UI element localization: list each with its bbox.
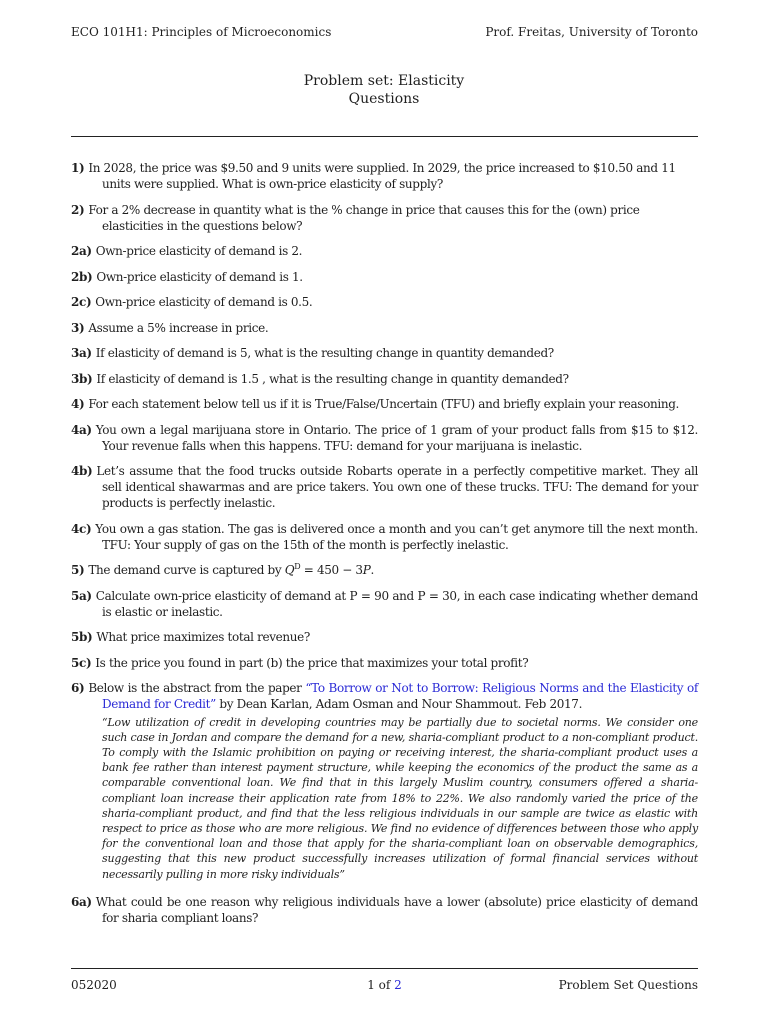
question-4a: 4a) You own a legal marijuana store in Ontario. The price of 1 gram of your product falls from $15 to $12. Your revenue falls when this happens. TFU: demand for your marijuana is inelastic. (71, 422, 698, 453)
question-4: 4) For each statement below tell us if it is True/False/Uncertain (TFU) and briefly explain your reasoning. (71, 397, 680, 411)
question-4b: 4b) Let’s assume that the food trucks outside Robarts operate in a perfectly competitive market. They all sell identical shawarmas and are price takers. You own one of these trucks. TFU: The demand for your products is perfectly inelastic. (71, 464, 698, 510)
instructor: Prof. Freitas, University of Toronto (485, 25, 698, 39)
question-4c: 4c) You own a gas station. The gas is delivered once a month and you can’t get anymore till the next month. TFU: Your supply of gas on the 15th of the month is perfectly inelastic. (71, 521, 698, 552)
question-6: 6) Below is the abstract from the paper “To Borrow or Not to Borrow: Religious Norms and the Elasticity of Demand for Credit” by Dean Karlan, Adam Osman and Nour Shammout. Feb 2017. (71, 681, 698, 711)
question-1: 1) In 2028, the price was $9.50 and 9 units were supplied. In 2029, the price increased to $10.50 and 11 units were supplied. What is own-price elasticity of supply? (71, 161, 676, 191)
question-2a: 2a) Own-price elasticity of demand is 2. (71, 244, 303, 258)
question-5: 5) The demand curve is captured by $Q^D = 450 - 3P$. (71, 562, 374, 577)
questions-list (71, 160, 698, 935)
question-2b: 2b) Own-price elasticity of demand is 1. (71, 269, 303, 284)
question-3: 3) Assume a 5% increase in price. (71, 320, 269, 335)
question-5a: 5a) Calculate own-price elasticity of demand at P = 90 and P = 30, in each case indicating whether demand is elastic or inelastic. (71, 588, 698, 619)
paper-abstract: “Low utilization of credit in developing countries may be partially due to societal norms. We consider one such case in Jordan and compare the demand for a new, sharia-compliant product to a non-compliant product. To comply with the Islamic prohibition on paying or receiving interest, the sharia-compliant product uses a bank fee rather than interest payment structure, while keeping the economics of the product the same as a comparable conventional loan. We find that in this largely Muslim country, consumers offered a sharia-compliant loan increase their application rate from 18% to 22%. We also randomly varied the price of the sharia-compliant product, and find that the less religious individuals in our sample are twice as elastic with respect to price as those who are more religious. We find no evidence of differences between those who apply for the conventional loan and those that apply for the sharia-compliant loan on observable demographics, suggesting that this new product successfully increases utilization of formal financial services without necessarily pulling in more risky individuals” (102, 715, 698, 881)
paper-link[interactable]: “To Borrow or Not to Borrow: Religious Norms and the Elasticity of Demand for Credit” (102, 681, 698, 711)
question-5c: 5c) Is the price you found in part (b) the price that maximizes your total profit? (71, 655, 529, 670)
page-total-link[interactable]: 2 (394, 978, 402, 992)
page-number: 1 of 2 (367, 978, 402, 992)
question-5b: 5b) What price maximizes total revenue? (71, 630, 311, 644)
course-title: ECO 101H1: Principles of Microeconomics (71, 25, 332, 39)
question-3a: 3a) If elasticity of demand is 5, what is the resulting change in quantity demanded? (71, 346, 554, 360)
question-3b: 3b) If elasticity of demand is 1.5 , what is the resulting change in quantity demanded? (71, 371, 569, 386)
demand-equation: $Q^D = 450 - 3P$ (284, 562, 371, 577)
page-footer (71, 978, 698, 992)
title-divider (71, 136, 698, 137)
title-line-2: Questions (348, 91, 420, 107)
question-2c: 2c) Own-price elasticity of demand is 0.5. (71, 295, 313, 309)
footer-code: 052020 (71, 978, 117, 992)
footer-divider (71, 968, 698, 969)
footer-label: Problem Set Questions (558, 978, 698, 992)
page-header (71, 24, 698, 40)
document-title (0, 72, 768, 108)
title-line-1: Problem set: Elasticity (303, 73, 465, 89)
question-6a: 6a) What could be one reason why religious individuals have a lower (absolute) price elasticity of demand for sharia compliant loans? (71, 894, 698, 925)
question-2: 2) For a 2% decrease in quantity what is the % change in price that causes this for the (own) price elasticities in the questions below? (71, 202, 640, 233)
